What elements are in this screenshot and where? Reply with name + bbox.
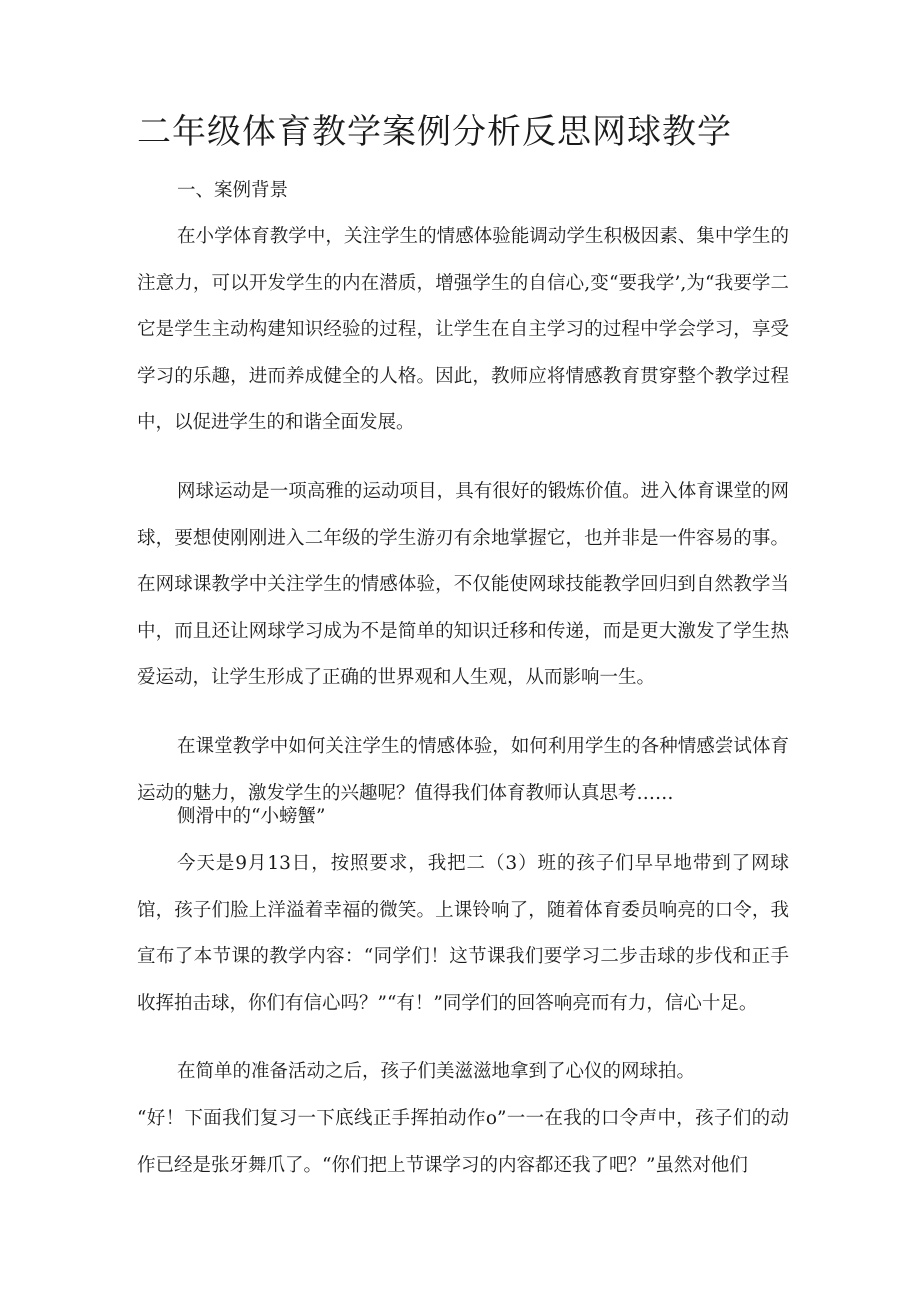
document-title: 二年级体育教学案例分析反思网球教学 [137, 112, 732, 152]
section-heading: 一、案例背景 [177, 180, 289, 201]
paragraph-case-1: 今天是9月13日，按照要求，我把二（3）班的孩子们早早地带到了网球馆，孩子们脸上洋溢着幸福的微笑。上课铃响了，随着体育委员响亮的口令，我宣布了本节课的教学内容：“同学们！这节课我们要学习二步击球的步伐和正手收挥拍击球，你们有信心吗？”“有！”同学们的回答响亮而有力，信心十足。 [137, 853, 789, 1014]
paragraph-background-3: 在课堂教学中如何关注学生的情感体验，如何利用学生的各种情感尝试体育运动的魅力，激发学生的兴趣呢？值得我们体育教师认真思考…… [137, 736, 789, 804]
case-subheading: 侧滑中的“小螃蟹” [177, 806, 326, 827]
paragraph-background-2: 网球运动是一项高雅的运动项目，具有很好的锻炼价值。进入体育课堂的网球，要想使刚刚进入二年级的学生游刃有余地掌握它，也并非是一件容易的事。在网球课教学中关注学生的情感体验，不仅能使网球技能教学回归到自然教学当中，而且还让网球学习成为不是简单的知识迁移和传递，而是更大激发了学生热爱运动，让学生形成了正确的世界观和人生观，从而影响一生。 [137, 481, 789, 688]
paragraph-background-1: 在小学体育教学中，关注学生的情感体验能调动学生积极因素、集中学生的注意力，可以开发学生的内在潜质，增强学生的自信心,变“要我学’,为“我要学二它是学生主动构建知识经验的过程，让学生在自主学习的过程中学会学习，享受学习的乐趣，进而养成健全的人格。因此，教师应将情感教育贯穿整个教学过程中，以促进学生的和谐全面发展。 [137, 226, 789, 433]
paragraph-case-3: “好！下面我们复习一下底线正手挥拍动作o”一一在我的口令声中，孩子们的动作已经是张牙舞爪了。“你们把上节课学习的内容都还我了吧？”虽然对他们 [137, 1108, 789, 1176]
paragraph-case-2: 在简单的准备活动之后，孩子们美滋滋地拿到了心仪的网球拍。 [177, 1061, 696, 1082]
